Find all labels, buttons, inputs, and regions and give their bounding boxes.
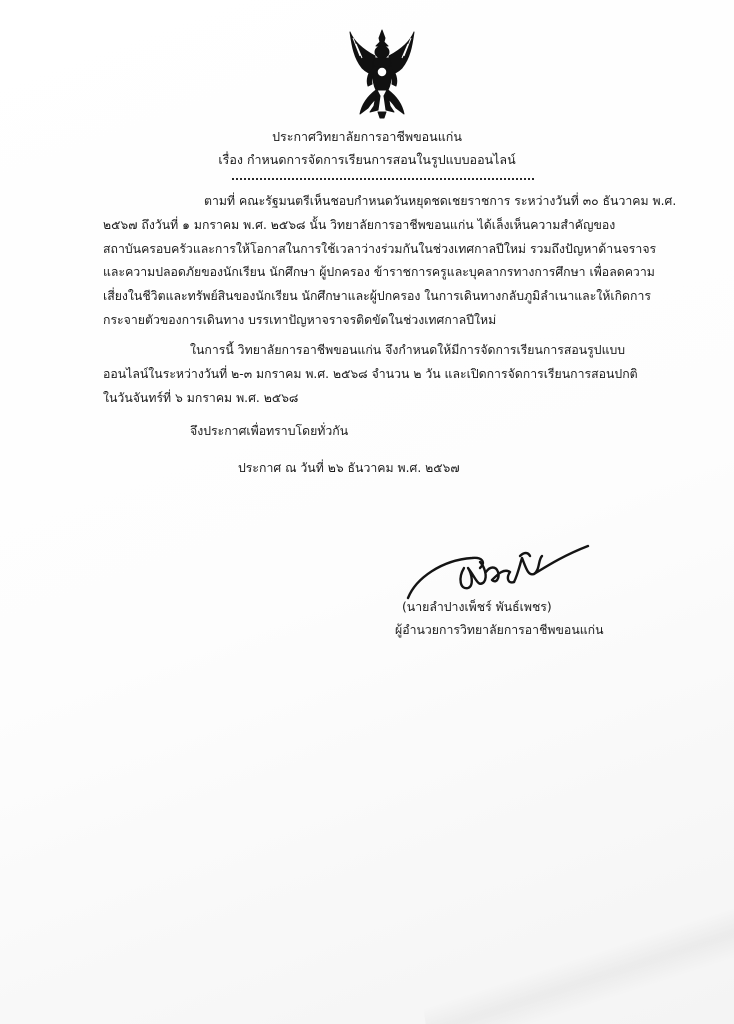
paragraph-line: ตามที่ คณะรัฐมนตรีเห็นชอบกำหนดวันหยุดชดเชยราชการ ระหว่างวันที่ ๓๐ ธันวาคม พ.ศ. [204, 194, 677, 208]
signatory-position: ผู้อำนวยการวิทยาลัยการอาชีพขอนแก่น [395, 623, 604, 637]
paragraph-line: ในวันจันทร์ที่ ๖ มกราคม พ.ศ. ๒๕๖๘ [103, 391, 299, 405]
paragraph-line: สถาบันครอบครัวและการให้โอกาสในการใช้เวลาว่างร่วมกันในช่วงเทศกาลปีใหม่ รวมถึงปัญหาด้านจราจร [103, 242, 657, 256]
paragraph-line: ในการนี้ วิทยาลัยการอาชีพขอนแก่น จึงกำหนดให้มีการจัดการเรียนการสอนรูปแบบ [190, 343, 626, 357]
dotted-divider [232, 178, 534, 180]
announcement-title: ประกาศวิทยาลัยการอาชีพขอนแก่น [272, 129, 462, 144]
announce-line: จึงประกาศเพื่อทราบโดยทั่วกัน [190, 424, 349, 438]
paragraph-line: ออนไลน์ในระหว่างวันที่ ๒-๓ มกราคม พ.ศ. ๒๕๖๘ จำนวน ๒ วัน และเปิดการจัดการเรียนการสอนปกติ [103, 367, 638, 381]
paragraph-line: กระจายตัวของการเดินทาง บรรเทาปัญหาจราจรติดขัดในช่วงเทศกาลปีใหม่ [103, 313, 497, 327]
paragraph-line: เสี่ยงในชีวิตและทรัพย์สินของนักเรียน นักศึกษาและผู้ปกครอง ในการเดินทางกลับภูมิลำเนาและให้เกิดการ [103, 289, 651, 303]
announcement-subject: เรื่อง กำหนดการจัดการเรียนการสอนในรูปแบบออนไลน์ [218, 152, 516, 167]
paper-crease [409, 853, 734, 1024]
paragraph-line: และความปลอดภัยของนักเรียน นักศึกษา ผู้ปกครอง ข้าราชการครูและบุคลากรทางการศึกษา เพื่อลดความ [103, 265, 655, 279]
paragraph-line: ๒๕๖๗ ถึงวันที่ ๑ มกราคม พ.ศ. ๒๕๖๘ นั้น วิทยาลัยการอาชีพขอนแก่น ได้เล็งเห็นความสำคัญของ [103, 218, 616, 232]
signatory-name: (นายลำปางเพ็ชร์ พันธ์เพชร) [402, 600, 552, 614]
date-line: ประกาศ ณ วันที่ ๒๖ ธันวาคม พ.ศ. ๒๕๖๗ [238, 461, 460, 475]
garuda-emblem-icon [344, 28, 420, 120]
